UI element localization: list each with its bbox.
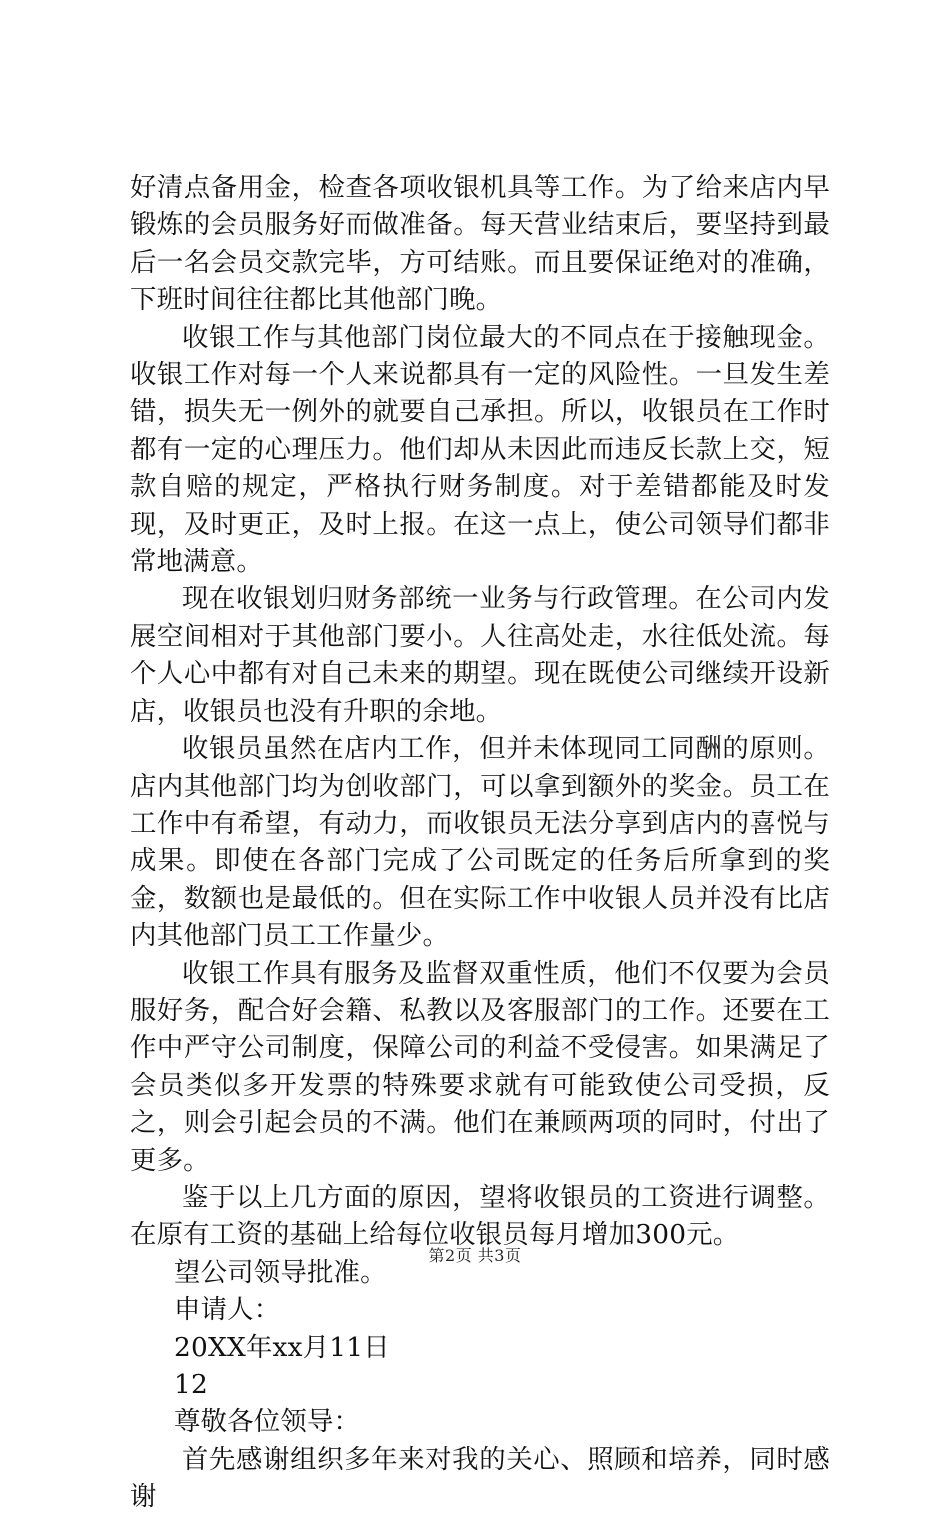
paragraph-last: 首先感谢组织多年来对我的关心、照顾和培养，同时感谢 xyxy=(130,1443,830,1513)
page-footer: 第2页 共3页 xyxy=(428,1246,522,1265)
paragraph-3: 现在收银划归财务部统一业务与行政管理。在公司内发展空间相对于其他部门要小。人往高处走，水往低处流。每个人心中都有对自己未来的期望。现在既使公司继续开设新店，收银员也没有升职的余地。 xyxy=(130,583,830,727)
approval-line: 望公司领导批准。 xyxy=(174,1256,387,1288)
paragraph-4: 收银员虽然在店内工作，但并未体现同工同酬的原则。店内其他部门均为创收部门，可以拿到额外的奖金。员工在工作中有希望，有动力，而收银员无法分享到店内的喜悦与成果。即使在各部门完成了公司既定的任务后所拿到的奖金，数额也是最低的。但在实际工作中收银人员并没有比店内其他部门员工工作量少。 xyxy=(130,733,830,952)
salutation-line: 尊敬各位领导： xyxy=(174,1406,361,1438)
paragraph-1: 好清点备用金，检查各项收银机具等工作。为了给来店内早锻炼的会员服务好而做准备。每天营业结束后，要坚持到最后一名会员交款完毕，方可结账。而且要保证绝对的准确，下班时间往往都比其他部门晚。 xyxy=(130,172,830,316)
paragraph-2: 收银工作与其他部门岗位最大的不同点在于接触现金。收银工作对每一个人来说都具有一定的风险性。一旦发生差错，损失无一例外的就要自己承担。所以，收银员在工作时都有一定的心理压力。他们却从未因此而违反长款上交，短款自赔的规定，严格执行财务制度。对于差错都能及时发现，及时更正，及时上报。在这一点上，使公司领导们都非常地满意。 xyxy=(130,321,830,578)
document-body xyxy=(130,169,830,1516)
applicant-line: 申请人： xyxy=(174,1294,281,1326)
number-line: 12 xyxy=(174,1369,208,1400)
date-line: 20XX年xx月11日 xyxy=(174,1331,390,1363)
paragraph-5: 收银工作具有服务及监督双重性质，他们不仅要为会员服好务，配合好会籍、私教以及客服部门的工作。还要在工作中严守公司制度，保障公司的利益不受侵害。如果满足了会员类似多开发票的特殊要求就有可能致使公司受损，反之，则会引起会员的不满。他们在兼顾两项的同时，付出了更多。 xyxy=(130,957,830,1176)
paragraph-6: 鉴于以上几方面的原因，望将收银员的工资进行调整。在原有工资的基础上给每位收银员每月增加300元。 xyxy=(130,1181,830,1251)
